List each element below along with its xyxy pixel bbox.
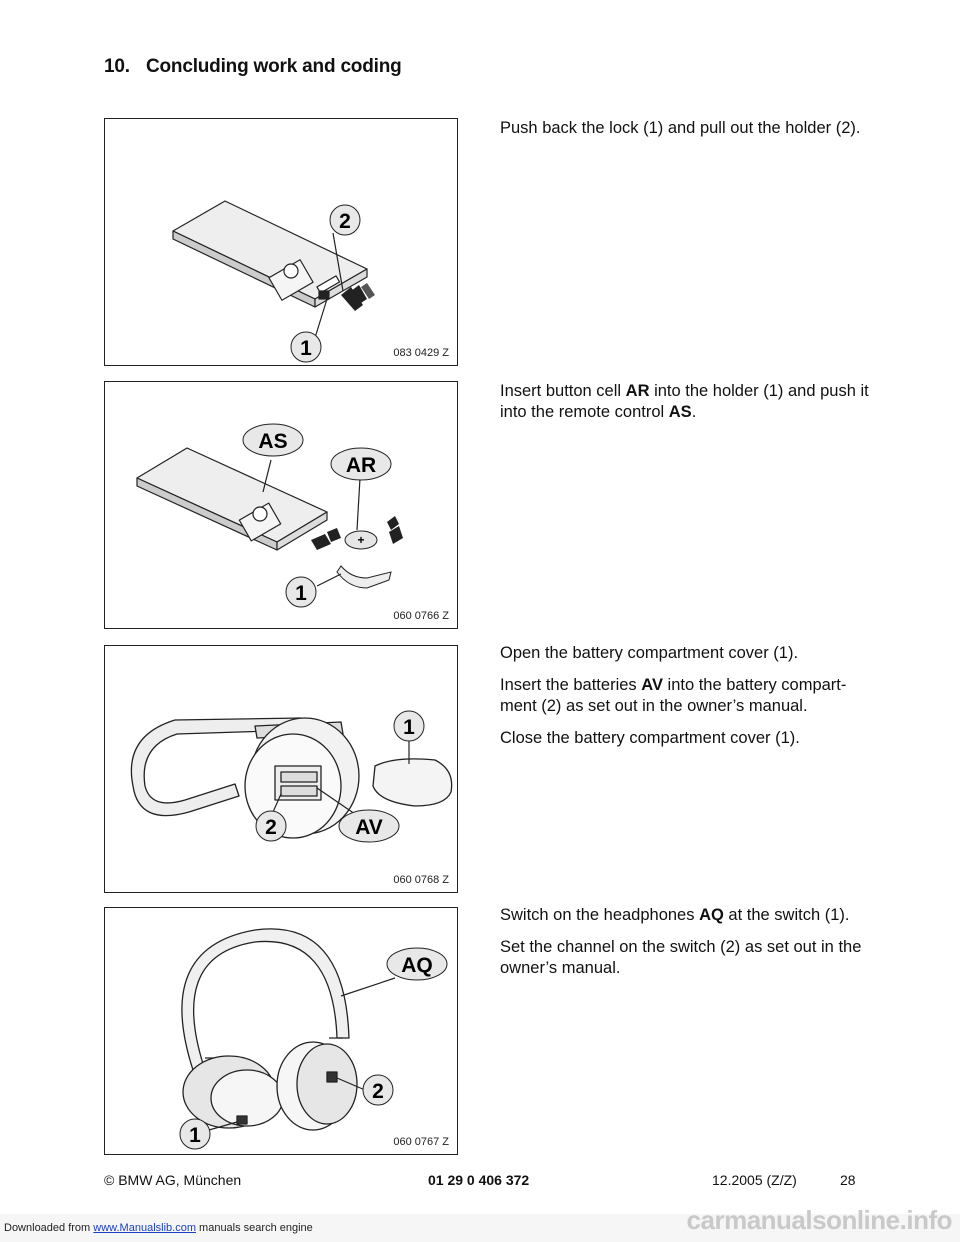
callout-label: AQ [401, 954, 433, 977]
headphones-switch-illustration [105, 908, 459, 1156]
callout-label: AS [258, 430, 288, 453]
watermark: carmanualsonline.info [686, 1205, 952, 1235]
svg-text:+: + [357, 533, 365, 547]
callout-label: 1 [189, 1124, 201, 1147]
text-run: . [691, 403, 697, 421]
callout-label: 1 [403, 716, 415, 739]
download-suffix: manuals search engine [195, 1222, 313, 1234]
component-code: AQ [699, 906, 724, 924]
figure-code: 060 0766 Z [393, 610, 449, 622]
step-paragraph [500, 728, 870, 749]
download-prefix: Downloaded from [4, 1222, 94, 1234]
headphones-battery-illustration [105, 646, 459, 894]
step-paragraph [500, 118, 870, 139]
text-run: into the battery compart-ment (2) as set out in the owner’s manual. [500, 676, 847, 715]
text-run: Switch on the headphones [500, 906, 700, 924]
callout-label: 1 [300, 337, 312, 360]
text-run: Set the channel on the switch (2) as set out in the owner’s manual. [500, 938, 862, 977]
step-paragraph [500, 905, 870, 926]
component-code: AV [641, 676, 663, 694]
callout-label: 2 [339, 210, 351, 233]
figure-code: 060 0768 Z [393, 874, 449, 886]
figure-remote-lock [104, 118, 458, 366]
step-text [500, 381, 870, 434]
figure-insert-button-cell [104, 381, 458, 629]
step-paragraph [500, 381, 870, 423]
component-code: AS [668, 403, 692, 421]
step-paragraph [500, 675, 870, 717]
footer-date: 12.2005 (Z/Z) [712, 1172, 797, 1188]
figure-headphones-switch [104, 907, 458, 1155]
figure-code: 060 0767 Z [393, 1136, 449, 1148]
text-run: Push back the lock (1) and pull out the holder (2). [500, 119, 861, 137]
section-title: Concluding work and coding [146, 56, 402, 77]
text-run: Open the battery compartment cover (1). [500, 644, 799, 662]
text-run: Insert the batteries [500, 676, 642, 694]
text-run: at the switch (1). [723, 906, 850, 924]
step-text [500, 643, 870, 760]
text-run: into the holder (1) and push it into the remote control [500, 382, 869, 421]
footer-page-number: 28 [840, 1172, 856, 1188]
text-run: Close the battery compartment cover (1). [500, 729, 800, 747]
footer-copyright: © BMW AG, München [104, 1172, 242, 1188]
download-notice [4, 1222, 313, 1234]
remote-control-illustration [105, 119, 459, 367]
section-heading [104, 56, 402, 78]
manualslib-link[interactable]: www.Manualslib.com [93, 1222, 196, 1234]
callout-label: 2 [265, 816, 277, 839]
component-code: AR [625, 382, 650, 400]
callout-label: 2 [372, 1080, 384, 1103]
step-paragraph [500, 643, 870, 664]
callout-label: AR [345, 454, 377, 477]
text-run: Insert button cell [500, 382, 626, 400]
figure-battery-compartment [104, 645, 458, 893]
button-cell-illustration [105, 382, 459, 630]
section-number: 10. [104, 56, 130, 77]
footer-part-number: 01 29 0 406 372 [428, 1172, 530, 1188]
step-text [500, 905, 870, 990]
figure-code: 083 0429 Z [393, 347, 449, 359]
callout-label: AV [355, 816, 383, 839]
callout-label: 1 [295, 582, 307, 605]
step-paragraph [500, 937, 870, 979]
step-text [500, 118, 870, 150]
